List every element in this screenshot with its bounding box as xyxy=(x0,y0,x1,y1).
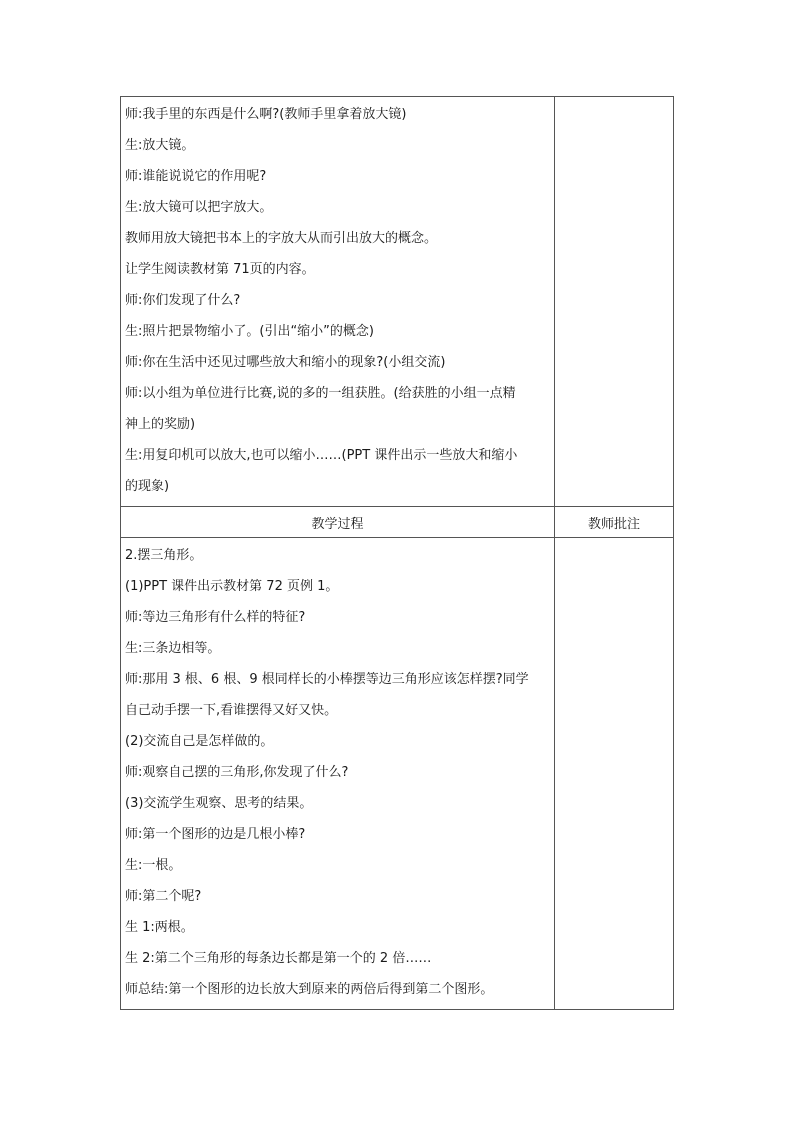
content-cell-section-2 xyxy=(121,538,555,1010)
notes-cell-section-1 xyxy=(555,97,674,507)
text-line: 师:等边三角形有什么样的特征? xyxy=(125,610,306,625)
text-line: 生:用复印机可以放大,也可以缩小……(PPT 课件出示一些放大和缩小 xyxy=(125,448,518,463)
text-line: 的现象) xyxy=(125,479,170,494)
notes-cell-section-2 xyxy=(555,538,674,1010)
text-line: 师:第二个呢? xyxy=(125,889,202,904)
text-line: 师总结:第一个图形的边长放大到原来的两倍后得到第二个图形。 xyxy=(125,982,494,997)
text-line: (3)交流学生观察、思考的结果。 xyxy=(125,796,313,811)
text-line: 师:我手里的东西是什么啊?(教师手里拿着放大镜) xyxy=(125,107,407,122)
header-teacher-notes: 教师批注 xyxy=(555,507,674,538)
text-line: 让学生阅读教材第 71页的内容。 xyxy=(125,262,315,277)
text-line: 生:一根。 xyxy=(125,858,182,873)
section-2-text xyxy=(121,538,554,1009)
text-line: 生 1:两根。 xyxy=(125,920,194,935)
text-line: 生:放大镜可以把字放大。 xyxy=(125,200,273,215)
content-cell-section-1 xyxy=(121,97,555,507)
text-line: 神上的奖励) xyxy=(125,417,196,432)
text-line: 生:三条边相等。 xyxy=(125,641,221,656)
text-line: 师:那用 3 根、6 根、9 根同样长的小棒摆等边三角形应该怎样摆?同学 xyxy=(125,672,529,687)
text-line: 生 2:第二个三角形的每条边长都是第一个的 2 倍…… xyxy=(125,951,432,966)
text-line: 师:第一个图形的边是几根小棒? xyxy=(125,827,306,842)
text-line: (2)交流自己是怎样做的。 xyxy=(125,734,274,749)
table-row-section-2 xyxy=(121,538,674,1010)
table-header-row xyxy=(121,507,674,538)
text-line: 师:你在生活中还见过哪些放大和缩小的现象?(小组交流) xyxy=(125,355,446,370)
text-line: 生:放大镜。 xyxy=(125,138,195,153)
text-line: 师:以小组为单位进行比赛,说的多的一组获胜。(给获胜的小组一点精 xyxy=(125,386,516,401)
text-line: (1)PPT 课件出示教材第 72 页例 1。 xyxy=(125,579,339,594)
text-line: 自己动手摆一下,看谁摆得又好又快。 xyxy=(125,703,338,718)
text-line: 2.摆三角形。 xyxy=(125,548,203,563)
header-teaching-process: 教学过程 xyxy=(121,507,555,538)
text-line: 生:照片把景物缩小了。(引出“缩小”的概念) xyxy=(125,324,374,339)
lesson-table xyxy=(120,96,674,1010)
section-1-text xyxy=(121,97,554,506)
text-line: 教师用放大镜把书本上的字放大从而引出放大的概念。 xyxy=(125,231,438,246)
text-line: 师:你们发现了什么? xyxy=(125,293,241,308)
text-line: 师:观察自己摆的三角形,你发现了什么? xyxy=(125,765,349,780)
table-row-section-1 xyxy=(121,97,674,507)
text-line: 师:谁能说说它的作用呢? xyxy=(125,169,267,184)
